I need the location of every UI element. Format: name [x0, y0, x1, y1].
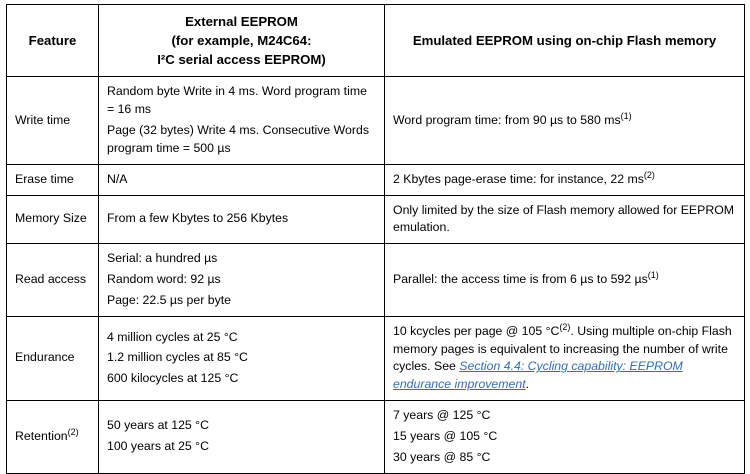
external-line: 100 years at 25 °C [107, 439, 209, 454]
emulated-cell [385, 244, 745, 316]
external-line: 600 kilocycles at 125 °C [107, 371, 239, 386]
header-external-line1: External EEPROM [185, 14, 298, 29]
external-line: Serial: a hundred µs [107, 251, 218, 266]
table-row [7, 244, 745, 316]
external-cell [99, 401, 385, 473]
external-cell [99, 164, 385, 195]
external-line: Page (32 bytes) Write 4 ms. Consecutive Words program time = 500 µs [107, 123, 369, 155]
feature-label: Erase time [15, 171, 74, 186]
footnote-marker: (1) [620, 110, 632, 121]
section-4-4-link[interactable]: Section 4.4: Cycling capability: EEPROM endurance improvement [393, 359, 683, 392]
external-line: From a few Kbytes to 256 Kbytes [107, 211, 289, 226]
footnote-marker: (2) [559, 321, 571, 332]
table-header [7, 5, 745, 77]
emulated-line: 2 Kbytes page-erase time: for instance, 22 ms [393, 171, 644, 186]
emulated-cell [385, 164, 745, 195]
feature-label: Memory Size [15, 211, 87, 226]
external-line: Random byte Write in 4 ms. Word program time = 16 ms [107, 84, 367, 117]
feature-cell [7, 77, 99, 164]
emulated-line: Parallel: the access time is from 6 µs to 592 µs [393, 272, 648, 287]
external-line: 50 years at 125 °C [107, 418, 209, 433]
table-row [7, 164, 745, 195]
table-row [7, 77, 745, 164]
external-cell [99, 77, 385, 164]
emulated-cell [385, 77, 745, 164]
feature-cell [7, 195, 99, 244]
footnote-marker: (2) [67, 426, 79, 437]
endurance-text-part3: . [525, 377, 530, 392]
emulated-cell [385, 401, 745, 473]
header-external-line3: I²C serial access EEPROM) [157, 52, 326, 68]
header-row [7, 5, 745, 77]
emulated-line: 30 years @ 85 °C [393, 449, 491, 464]
header-external-eeprom [99, 5, 385, 77]
header-external-line2: (for example, M24C64: [171, 33, 312, 49]
feature-label: Endurance [15, 350, 75, 365]
external-line: 4 million cycles at 25 °C [107, 329, 238, 344]
emulated-line: 7 years @ 125 °C [393, 408, 491, 423]
footnote-marker: (1) [647, 269, 659, 280]
external-line: 1.2 million cycles at 85 °C [107, 350, 248, 365]
feature-label: Retention [15, 428, 68, 443]
emulated-cell [385, 195, 745, 244]
feature-cell [7, 164, 99, 195]
feature-label: Write time [15, 112, 71, 127]
eeprom-comparison-table [6, 4, 745, 474]
external-cell [99, 244, 385, 316]
endurance-text-part2: . Using multiple on-chip Flash memory pages is equivalent to increasing the number of write cycles. See [393, 323, 732, 374]
header-emulated-eeprom: Emulated EEPROM using on-chip Flash memory [385, 5, 745, 77]
header-feature: Feature [7, 5, 99, 77]
feature-cell [7, 401, 99, 473]
feature-label: Read access [15, 272, 87, 287]
external-line: N/A [107, 171, 128, 186]
emulated-line: Only limited by the size of Flash memory allowed for EEPROM emulation. [393, 202, 735, 235]
external-line: Random word: 92 µs [107, 272, 221, 287]
endurance-text-part1: 10 kcycles per page @ 105 °C [393, 323, 560, 338]
feature-cell [7, 244, 99, 316]
emulated-line: 15 years @ 105 °C [393, 428, 498, 443]
external-cell [99, 195, 385, 244]
footnote-marker: (2) [643, 169, 655, 180]
table-row [7, 316, 745, 400]
table-row [7, 401, 745, 473]
external-cell [99, 316, 385, 400]
table-body [7, 77, 745, 473]
emulated-line: Word program time: from 90 µs to 580 ms [393, 112, 621, 127]
table-row [7, 195, 745, 244]
feature-cell [7, 316, 99, 400]
external-line: Page: 22.5 µs per byte [107, 292, 231, 307]
emulated-cell [385, 316, 745, 400]
